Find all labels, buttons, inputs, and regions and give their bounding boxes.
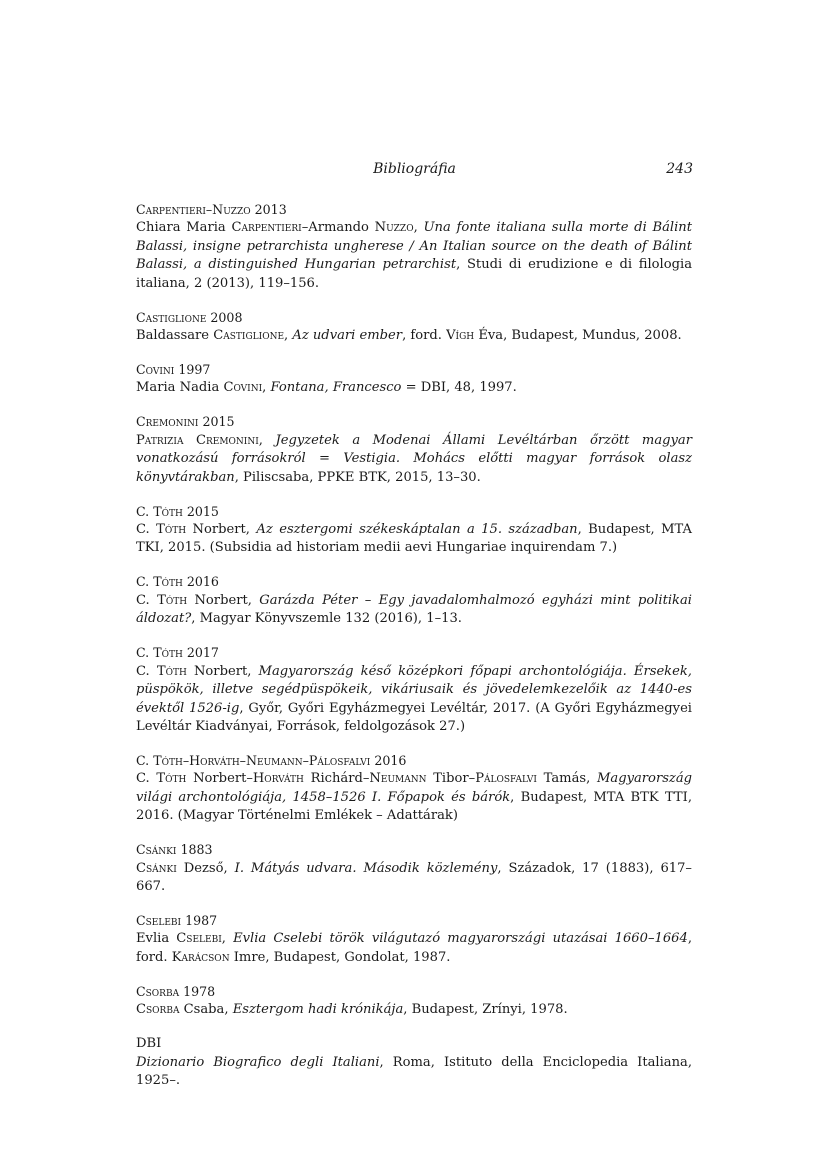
bib-author-name: Tóth bbox=[156, 522, 187, 538]
bib-text: Richárd– bbox=[303, 771, 370, 787]
bib-author-name: Carpentieri bbox=[231, 220, 302, 236]
bib-entry-key: Cremonini 2015 bbox=[136, 414, 235, 430]
bib-text: , Magyar Könyvszemle 132 (2016), 1–13. bbox=[191, 611, 462, 627]
bib-title-text: Az udvari ember bbox=[292, 328, 403, 344]
bib-entry bbox=[136, 503, 692, 558]
bib-text: Norbert, bbox=[186, 522, 257, 538]
bib-entry-key: Covini 1997 bbox=[136, 362, 211, 378]
bib-entry bbox=[136, 573, 692, 628]
bib-text: = bbox=[305, 451, 344, 467]
bib-text: , bbox=[262, 380, 271, 396]
bib-text: Chiara Maria bbox=[136, 220, 232, 236]
bib-entry-body bbox=[136, 592, 692, 629]
bib-title-text: Magyarország világi archontológiája, 1458–1526 I. Főpapok és bárók bbox=[136, 771, 693, 805]
bib-entry bbox=[136, 983, 692, 1020]
bib-author-name: Csorba bbox=[136, 1002, 180, 1018]
bib-entry bbox=[136, 841, 692, 896]
bib-text: Norbert, bbox=[186, 663, 259, 679]
bib-text: , Budapest, Zrínyi, 1978. bbox=[403, 1002, 568, 1018]
bib-entry-body bbox=[136, 327, 692, 345]
bib-entry-key: DBI bbox=[136, 1036, 162, 1052]
bib-entry bbox=[136, 1035, 692, 1090]
bib-text: Norbert– bbox=[186, 771, 253, 787]
bib-author-name: Pálosfalvi bbox=[475, 771, 537, 787]
bib-entry-key: Csorba 1978 bbox=[136, 983, 216, 999]
bib-author-name: Karácson bbox=[171, 949, 230, 965]
bib-entry-body bbox=[136, 432, 692, 487]
bib-text: C. bbox=[136, 771, 157, 787]
bib-text: Tamás, bbox=[536, 771, 597, 787]
bib-title-text: Magyarország késő középkori főpapi archontológiája. Érsekek, püspökök, illetve segédpüspökeik, vikáriusaik és jövedelemkezelőik az 1440-es évektől 1526-ig bbox=[136, 663, 692, 716]
bib-entry bbox=[136, 309, 692, 346]
bib-text: , bbox=[258, 432, 276, 448]
bibliography-list bbox=[136, 201, 692, 1106]
bib-title-text: Jegyzetek a Modenai Állami Levéltárban őrzött magyar vonatkozású forrásokról bbox=[136, 432, 692, 467]
bib-text: C. bbox=[136, 522, 157, 538]
bib-entry-body bbox=[136, 770, 692, 825]
bib-entry-key: Csánki 1883 bbox=[136, 842, 213, 858]
bib-text: Maria Nadia bbox=[136, 380, 224, 396]
bib-author-name: Csánki bbox=[136, 860, 177, 876]
bib-text: Csaba, bbox=[179, 1002, 233, 1018]
bib-entry bbox=[136, 752, 692, 826]
bib-title-text: Az esztergomi székeskáptalan a 15. században bbox=[256, 522, 578, 538]
bib-entry-key: Carpentieri–Nuzzo 2013 bbox=[136, 202, 287, 217]
bib-text: Norbert, bbox=[187, 592, 260, 608]
bib-entry-body bbox=[136, 1001, 692, 1019]
bib-title-text: I. Mátyás udvara. Második közlemény bbox=[234, 860, 498, 876]
bib-entry-key: Castiglione 2008 bbox=[136, 309, 243, 325]
bib-text: Baldassare bbox=[136, 328, 214, 344]
bib-entry-body bbox=[136, 860, 692, 897]
bib-text: –Armando bbox=[301, 220, 375, 236]
bib-text: , ford. bbox=[136, 931, 692, 965]
bib-text: = DBI, 48, 1997. bbox=[401, 380, 517, 396]
bib-author-name: Castiglione bbox=[213, 328, 285, 344]
bib-author-name: Tóth bbox=[156, 663, 187, 679]
bib-entry bbox=[136, 201, 692, 293]
bib-text: , Budapest, MTA TKI, 2015. (Subsidia ad historiam medii aevi Hungariae inquirendam 7.) bbox=[136, 522, 692, 556]
bib-text: , Studi di erudizione e di filologia italiana, 2 (2013), 119–156. bbox=[136, 257, 692, 291]
bib-author-name: Neumann bbox=[369, 771, 427, 787]
bib-entry-key: C. Tóth 2017 bbox=[136, 645, 219, 661]
bib-entry bbox=[136, 644, 692, 736]
bib-title-text: Garázda Péter – Egy javadalomhalmozó egyházi mint politikai áldozat? bbox=[136, 592, 692, 627]
bib-title-text: Esztergom hadi krónikája bbox=[232, 1002, 404, 1018]
bib-entry-body bbox=[136, 1054, 692, 1091]
bib-author-name: Cselebi bbox=[176, 931, 222, 947]
bib-author-name: Nuzzo bbox=[374, 220, 414, 236]
bib-entry-body bbox=[136, 219, 692, 293]
bib-text: , ford. bbox=[402, 328, 447, 344]
bib-author-name: Covini bbox=[223, 380, 263, 396]
bib-entry bbox=[136, 912, 692, 967]
bib-text: , bbox=[221, 931, 234, 947]
bib-text: , Századok, 17 (1883), 617–667. bbox=[136, 860, 692, 894]
bib-author-name: Horváth bbox=[252, 771, 304, 787]
bib-text: C. bbox=[136, 663, 157, 679]
bib-text: , bbox=[413, 220, 424, 236]
bib-entry-key: C. Tóth 2016 bbox=[136, 574, 219, 590]
bib-title-text: Fontana, Francesco bbox=[270, 380, 402, 396]
running-title: Bibliográfia bbox=[373, 161, 456, 177]
bib-entry-key: C. Tóth 2015 bbox=[136, 503, 219, 519]
page-number: 243 bbox=[666, 161, 693, 177]
bib-author-name: Tóth bbox=[156, 771, 187, 787]
bib-text: Tibor– bbox=[426, 771, 476, 787]
bib-title-text: Vestigia. Mohács előtti magyar források olasz könyvtárakban bbox=[136, 451, 692, 485]
bib-entry bbox=[136, 361, 692, 398]
bib-text: , Budapest, MTA BTK TTI, 2016. (Magyar Történelmi Emlékek – Adattárak) bbox=[136, 789, 692, 824]
bib-author-name: Vígh bbox=[446, 328, 475, 344]
bib-entry-key: Cselebi 1987 bbox=[136, 912, 218, 928]
bib-entry bbox=[136, 413, 692, 487]
bib-title-text: Dizionario Biografico degli Italiani bbox=[136, 1054, 380, 1070]
bib-text: , Piliscsaba, PPKE BTK, 2015, 13–30. bbox=[234, 469, 481, 485]
bib-text: Éva, Budapest, Mundus, 2008. bbox=[474, 328, 682, 344]
page-header bbox=[136, 161, 693, 181]
bib-entry-body bbox=[136, 663, 692, 737]
bib-title-text: Una fonte italiana sulla morte di Bálint Balassi, insigne petrarchista ungherese / An Italian source on the death of Bálint Balassi, a distinguished Hungarian petrarchist bbox=[136, 220, 692, 273]
bib-text: Dezső, bbox=[176, 860, 235, 876]
bib-entry-body bbox=[136, 930, 692, 967]
bib-text: , bbox=[284, 328, 293, 344]
bib-text: Evlia bbox=[136, 931, 177, 947]
bib-entry-key: C. Tóth–Horváth–Neumann–Pálosfalvi 2016 bbox=[136, 752, 407, 768]
bib-text: Imre, Budapest, Gondolat, 1987. bbox=[229, 949, 451, 965]
bib-entry-body bbox=[136, 521, 692, 558]
bib-entry-body bbox=[136, 379, 692, 397]
bib-text: , Győr, Győri Egyházmegyei Levéltár, 2017. (A Győri Egyházmegyei Levéltár Kiadványai, Források, feldolgozások 27.) bbox=[136, 700, 693, 734]
bib-text: , Roma, Istituto della Enciclopedia Italiana, 1925–. bbox=[136, 1054, 692, 1088]
bib-title-text: Evlia Cselebi török világutazó magyarországi utazásai 1660–1664 bbox=[233, 931, 688, 947]
bib-author-name: Patrizia Cremonini bbox=[136, 432, 259, 448]
bib-author-name: Tóth bbox=[157, 592, 188, 608]
bib-text: C. bbox=[136, 592, 158, 608]
